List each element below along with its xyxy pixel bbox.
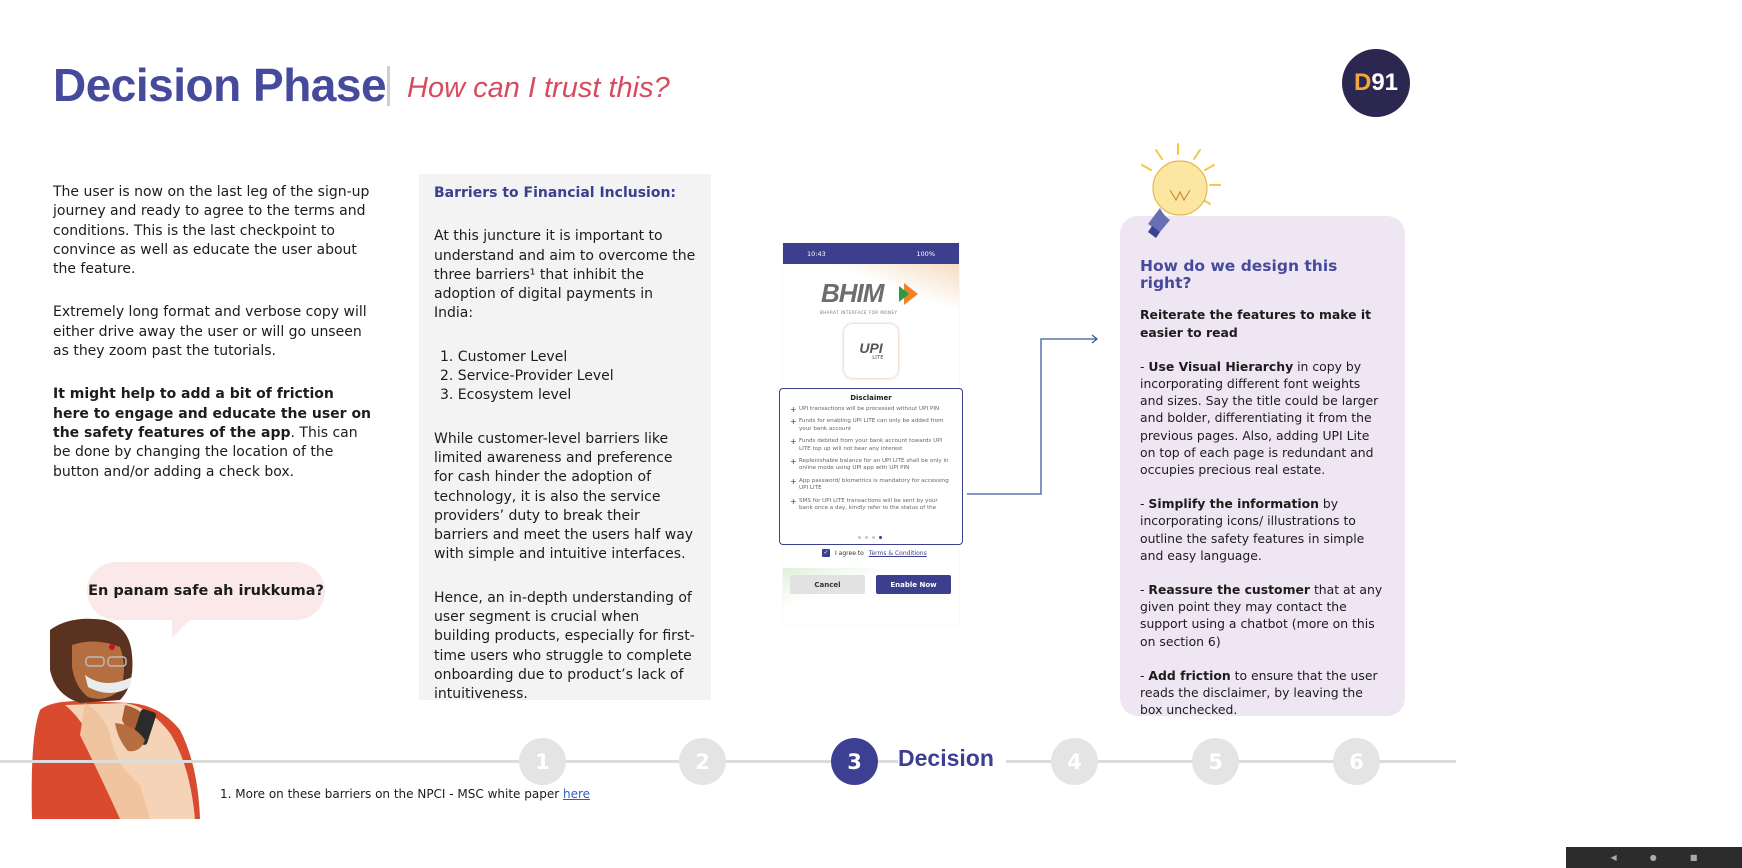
disclaimer-item: + UPI transactions will be processed without UPI PIN — [790, 405, 940, 414]
step-3-active[interactable]: 3 — [831, 738, 878, 785]
barrier-item: 2. Service-Provider Level — [440, 368, 614, 385]
agree-text: I agree to — [835, 549, 864, 557]
intro-paragraph-2: Extremely long format and verbose copy will either drive away the user or will go unseen as they zoom past the tutorials. — [53, 304, 367, 360]
agree-checkbox[interactable]: ✓ — [823, 549, 829, 556]
barrier-item: 3. Ecosystem level — [440, 387, 572, 404]
footnote-text: 1. More on these barriers on the NPCI - MSC white paper — [220, 787, 563, 801]
cancel-button[interactable]: Cancel — [790, 575, 865, 594]
upi-lite-label: LITE — [872, 355, 884, 361]
enable-now-button[interactable]: Enable Now — [876, 575, 951, 594]
disclaimer-item: + Funds for enabling UPI LITE can only be added from your bank account — [790, 417, 944, 432]
step-1[interactable]: 1 — [519, 738, 566, 785]
bhim-tagline: BHARAT INTERFACE FOR MONEY — [820, 310, 898, 315]
status-time: 10:43 — [807, 249, 826, 258]
recents-icon[interactable]: ■ — [1689, 853, 1698, 862]
plus-icon: + — [790, 437, 797, 447]
android-nav-bar — [1566, 847, 1742, 868]
intro-paragraph-3-rest: . This can be done by changing the location of the button and/or adding a check box. — [53, 424, 358, 480]
barrier-item: 1. Customer Level — [440, 348, 568, 365]
footnote — [220, 787, 590, 801]
step-2[interactable]: 2 — [679, 738, 726, 785]
bhim-logo: BHIM — [821, 278, 884, 308]
terms-link[interactable]: Terms & Conditions — [868, 549, 927, 557]
step-6[interactable]: 6 — [1333, 738, 1380, 785]
plus-icon: + — [790, 417, 797, 427]
barriers-heading: Barriers to Financial Inclusion: — [434, 185, 677, 201]
design-point: - Add friction to ensure that the user reads the disclaimer, by leaving the box unchecked. — [1140, 667, 1378, 718]
plus-icon: + — [790, 405, 797, 414]
page-subtitle: How can I trust this? — [407, 72, 670, 104]
active-step-label: Decision — [898, 745, 1006, 772]
design-point: - Use Visual Hierarchy in copy by incorporating different font weights and sizes. Say the title could be larger and bolder, differentiating it from the previous pages. Also, adding UPI Lite on top of each page is redundant and occupies precious real estate. — [1140, 358, 1379, 478]
disclaimer-item: + Replenishable balance for an UPI LITE shall be only in online mode using UPI app with UPI PIN — [790, 457, 949, 472]
logo-suffix: 91 — [1371, 69, 1399, 96]
plus-icon: + — [790, 457, 797, 467]
barriers-paragraph-3: Hence, an in-depth understanding of user segment is crucial when building products, especially for first-time users who struggle to complete onboarding due to product’s lack of intuitiveness. — [434, 589, 695, 703]
barriers-paragraph-2: While customer-level barriers like limited awareness and preference for cash hinder the adoption of technology, it is also the service providers’ duty to break their barriers and meet the users half way with simple and intuitive interfaces. — [434, 430, 694, 563]
plus-icon: + — [790, 496, 797, 506]
step-4[interactable]: 4 — [1051, 738, 1098, 785]
barriers-paragraph-1: At this juncture it is important to understand and aim to overcome the three barriers¹ that inhibit the adoption of digital payments in India: — [434, 228, 696, 322]
upi-label: UPI — [859, 340, 883, 356]
step-5[interactable]: 5 — [1192, 738, 1239, 785]
design-tips-card — [1120, 216, 1405, 716]
disclaimer-item: + App password/ biometrics is mandatory for accessing UPI LITE — [790, 476, 949, 492]
home-icon[interactable]: ● — [1649, 853, 1657, 862]
plus-icon: + — [790, 476, 797, 486]
speech-bubble: En panam safe ah irukkuma? — [87, 562, 325, 620]
light-bulb-icon — [1130, 140, 1230, 245]
disclaimer-title: Disclaimer — [850, 394, 892, 402]
disclaimer-item: + SMS for UPI LITE transactions will be sent by your bank once a day, kindly refer to the status of the — [790, 496, 938, 512]
design-card-heading: How do we design this right? — [1140, 257, 1338, 293]
intro-paragraph-3-bold: It might help to add a bit of friction here to engage and educate the user on the safety features of the app — [53, 386, 372, 441]
intro-paragraph-1: The user is now on the last leg of the sign-up journey and ready to agree to the terms and conditions. This is the last checkpoint to convince as well as educate the user about the feature. — [53, 184, 370, 278]
status-battery: 100% — [916, 249, 935, 258]
footnote-link[interactable]: here — [562, 787, 591, 801]
logo-prefix: D — [1353, 69, 1372, 96]
back-icon[interactable]: ◀ — [1610, 853, 1617, 862]
disclaimer-item: + Funds debited from your bank account towards UPI LITE top up will not bear any interest — [790, 437, 943, 452]
design-card-lead: Reiterate the features to make it easier to read — [1140, 307, 1372, 340]
design-point: - Simplify the information by incorporating icons/ illustrations to outline the safety features in simple and easy language. — [1140, 496, 1365, 563]
design-point: - Reassure the customer that at any given point they may contact the support using a chatbot (more on this on section 6) — [1140, 582, 1383, 649]
page-title: Decision Phase — [53, 59, 387, 111]
